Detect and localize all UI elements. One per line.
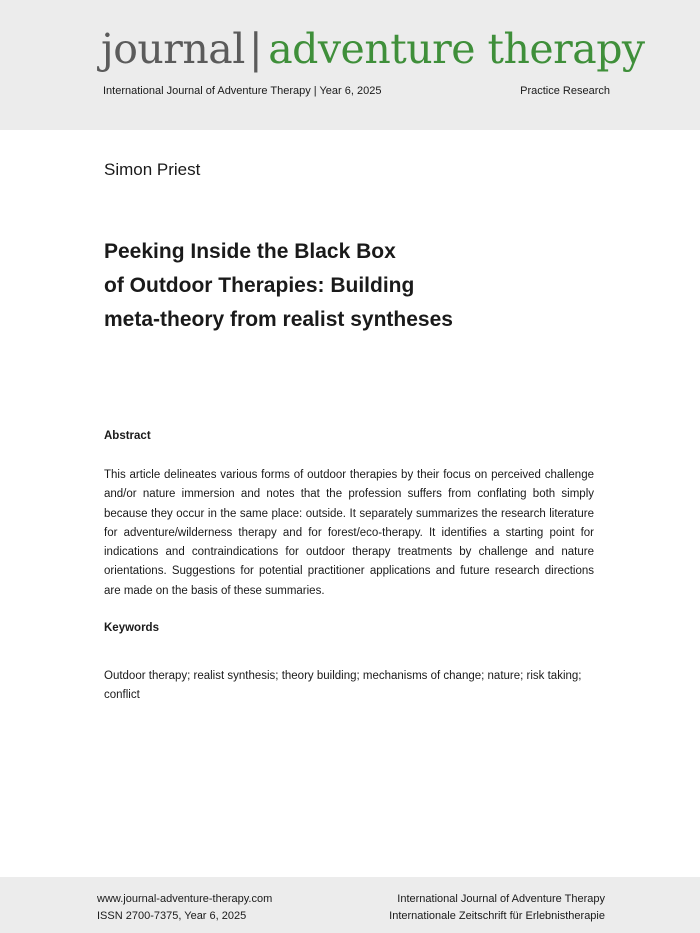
masthead-journal-word: journal — [101, 25, 245, 73]
title-line-1: Peeking Inside the Black Box — [104, 240, 396, 263]
title-line-3: meta-theory from realist syntheses — [104, 308, 453, 331]
footer-journal-german: Internationale Zeitschrift für Erlebnistherapie — [389, 910, 605, 922]
abstract-heading: Abstract — [104, 430, 151, 442]
article-title — [104, 235, 584, 337]
keywords-text: Outdoor therapy; realist synthesis; theory building; mechanisms of change; nature; risk taking; conflict — [104, 670, 582, 702]
footer-website: www.journal-adventure-therapy.com — [97, 893, 273, 905]
page-footer — [0, 877, 700, 933]
footer-issn: ISSN 2700-7375, Year 6, 2025 — [97, 910, 247, 922]
page-header — [0, 0, 700, 130]
masthead-separator: | — [248, 25, 263, 73]
footer-right-block — [389, 891, 605, 925]
section-label: Practice Research — [520, 85, 610, 97]
footer-journal-english: International Journal of Adventure Therapy — [397, 893, 605, 905]
title-line-2: of Outdoor Therapies: Building — [104, 274, 415, 297]
keywords-heading: Keywords — [104, 622, 159, 634]
article-author: Simon Priest — [104, 160, 201, 179]
journal-masthead — [101, 24, 645, 74]
footer-left-block — [97, 891, 272, 925]
journal-issue-line: International Journal of Adventure Therapy | Year 6, 2025 — [103, 85, 382, 97]
abstract-text: This article delineates various forms of outdoor therapies by their focus on perceived challenge and/or nature immersion and notes that the profession suffers from conflating both simply because they occur in the same place: outside. It separately summarizes the research literature for adventure/wilderness therapy and for forest/eco-therapy. It identifies a starting point for indications and contraindications for outdoor therapy treatments by challenge and nature orientations. Suggestions for potential practitioner applications and future research directions are made on the basis of these summaries. — [104, 469, 594, 597]
masthead-adventure-therapy: adventure therapy — [268, 25, 645, 73]
